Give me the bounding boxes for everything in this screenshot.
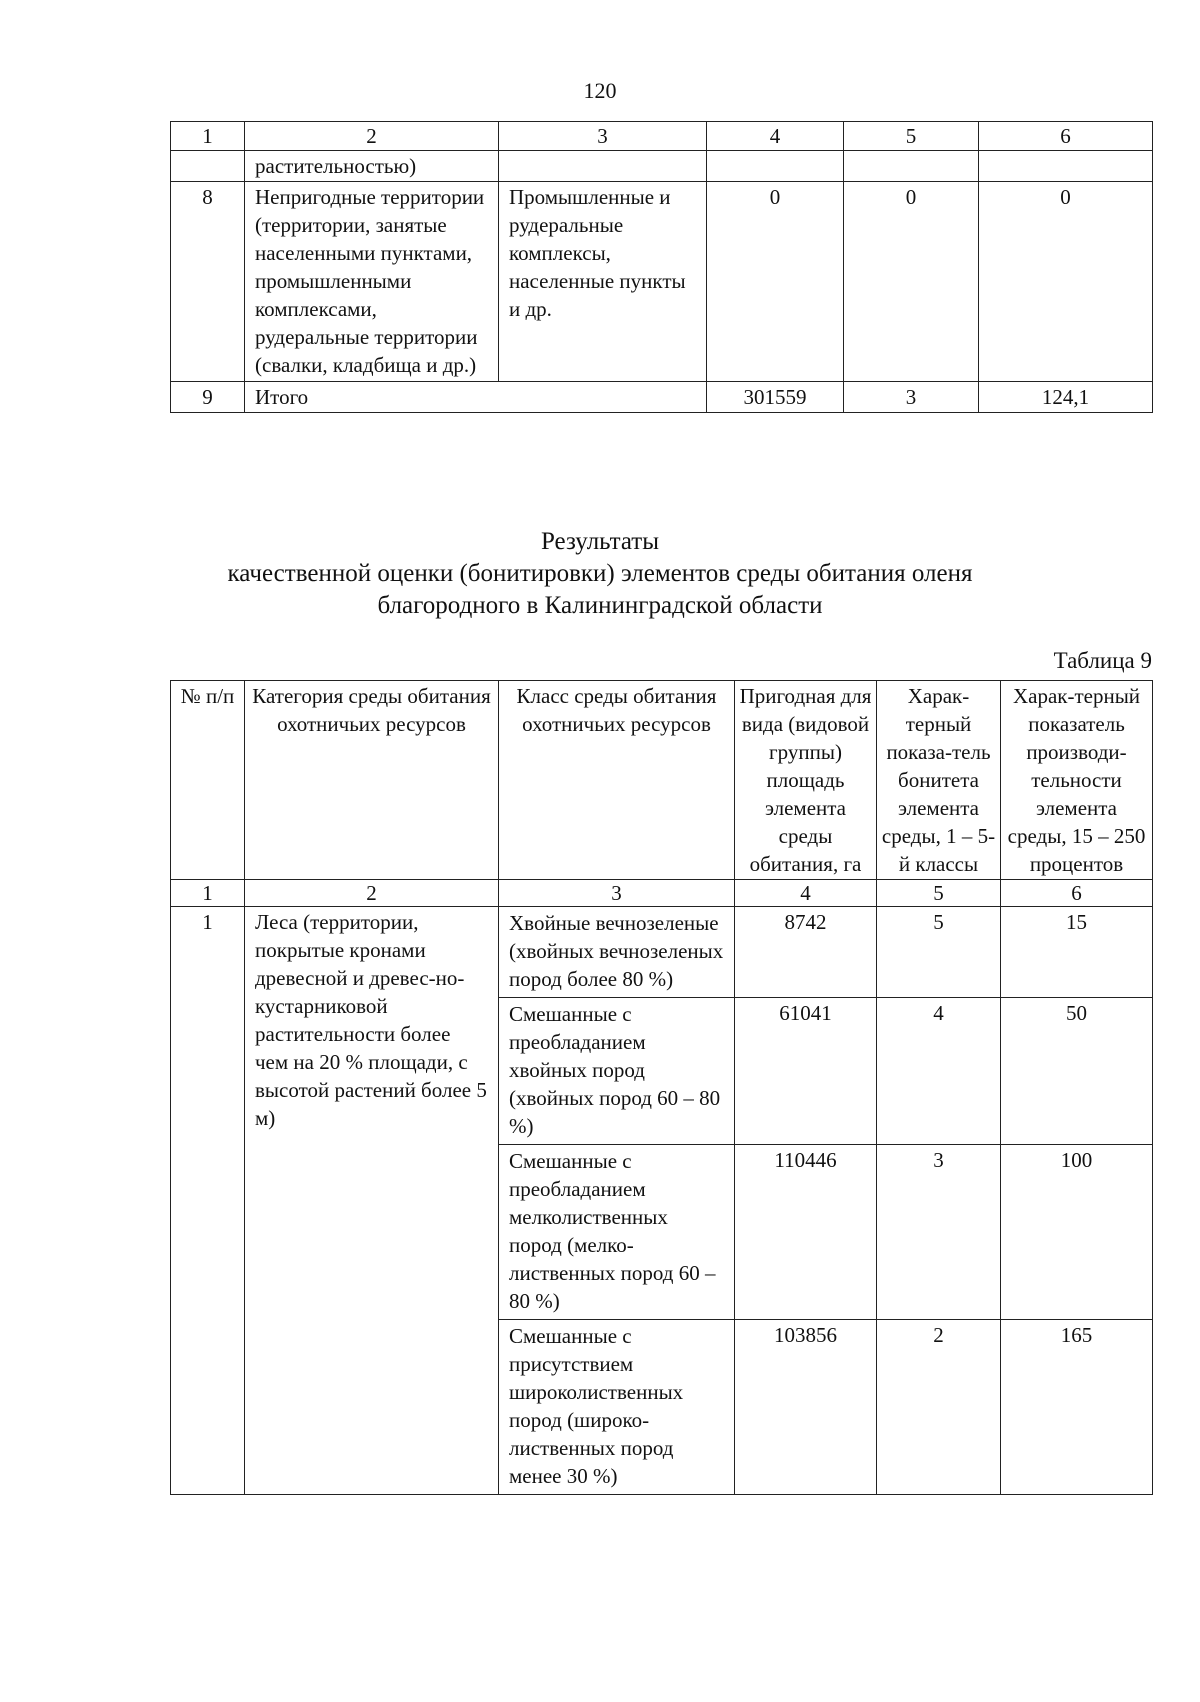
area-cell: 0 [707,182,844,382]
column-header: Класс среды обитания охотничьих ресурсов [499,681,735,880]
empty-cell [707,151,844,182]
column-number: 2 [245,880,499,907]
bonitet-cell: 5 [877,907,1001,998]
class-cell: Смешанные с преобладанием хвойных пород (хвойных пород 60 – 80 %) [499,998,735,1145]
total-label: Итого [245,382,707,413]
column-number: 5 [877,880,1001,907]
column-number: 4 [707,122,844,151]
column-number: 5 [844,122,979,151]
column-number: 3 [499,122,707,151]
table-header-row [171,122,1153,151]
row-number: 9 [171,382,245,413]
area-cell: 301559 [707,382,844,413]
heading-line: Результаты [540,528,660,555]
column-number: 2 [245,122,499,151]
column-number: 1 [171,880,245,907]
table-continuation [170,121,1153,413]
category-cell: Леса (территории, покрытые кронами древесной и древес-но-кустарниковой растительности более чем на 20 % площади, с высотой растений более 5 м) [245,907,499,1495]
empty-cell [844,151,979,182]
table-row [171,151,1153,182]
empty-cell [499,151,707,182]
table-label: Таблица 9 [1053,648,1152,673]
column-number: 3 [499,880,735,907]
bonitet-cell: 2 [877,1320,1001,1495]
table-9 [170,680,1153,1495]
table-row [171,182,1153,382]
heading-line: качественной оценки (бонитировки) элементов среды обитания оленя [227,560,973,587]
bonitet-cell: 3 [844,382,979,413]
column-header: Харак-терный показа-тель бонитета элемента среды, 1 – 5-й классы [877,681,1001,880]
table-header-row [171,681,1153,880]
category-cell: Непригодные территории (территории, занятые населенными пунктами, промышленными комплексами, рудеральные территории (свалки, кладбища и др.) [245,182,499,382]
page-number: 120 [583,78,617,103]
area-cell: 8742 [735,907,877,998]
empty-cell [979,151,1153,182]
row-number: 1 [171,907,245,1495]
column-number: 4 [735,880,877,907]
column-number: 6 [1001,880,1153,907]
class-cell: Смешанные с присутствием широколиственных пород (широко-лиственных пород менее 30 %) [499,1320,735,1495]
bonitet-cell: 4 [877,998,1001,1145]
column-header: Пригодная для вида (видовой группы) площадь элемента среды обитания, га [735,681,877,880]
class-cell: Хвойные вечнозеленые (хвойных вечнозеленых пород более 80 %) [499,907,735,998]
productivity-cell: 15 [1001,907,1153,998]
column-header: Харак-терный показатель производи-тельности элемента среды, 15 – 250 процентов [1001,681,1153,880]
empty-cell [171,151,245,182]
column-number: 1 [171,122,245,151]
column-number-row [171,880,1153,907]
section-heading [0,526,1200,622]
productivity-cell: 50 [1001,998,1153,1145]
total-row [171,382,1153,413]
area-cell: 103856 [735,1320,877,1495]
productivity-cell: 165 [1001,1320,1153,1495]
continuation-text: растительностью) [245,151,499,182]
table-row [171,907,1153,998]
area-cell: 61041 [735,998,877,1145]
column-header: № п/п [171,681,245,880]
class-cell: Смешанные с преобладанием мелколиственных пород (мелко-лиственных пород 60 – 80 %) [499,1145,735,1320]
productivity-cell: 100 [1001,1145,1153,1320]
productivity-cell: 124,1 [979,382,1153,413]
class-cell: Промышленные и рудеральные комплексы, населенные пункты и др. [499,182,707,382]
column-header: Категория среды обитания охотничьих ресурсов [245,681,499,880]
productivity-cell: 0 [979,182,1153,382]
heading-line: благородного в Калининградской области [377,592,823,619]
area-cell: 110446 [735,1145,877,1320]
bonitet-cell: 0 [844,182,979,382]
column-number: 6 [979,122,1153,151]
row-number: 8 [171,182,245,382]
bonitet-cell: 3 [877,1145,1001,1320]
